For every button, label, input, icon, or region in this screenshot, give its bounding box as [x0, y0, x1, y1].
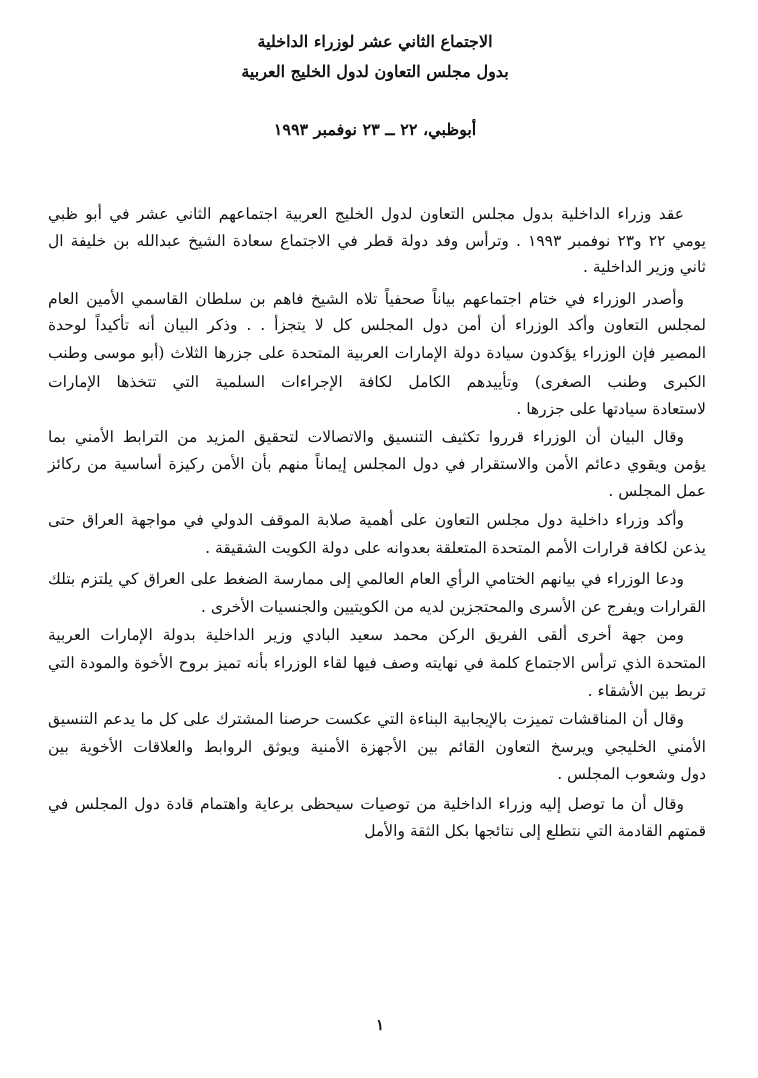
- body-line: دول وشعوب المجلس .: [557, 765, 706, 783]
- body-line: المتحدة الذي ترأس الاجتماع كلمة في نهايته وصف فيها لقاء الوزراء بأنه تميز بروح الأخوة والمودة التي: [48, 654, 706, 672]
- document-title: الاجتماع الثاني عشر لوزراء الداخلية: [257, 32, 493, 51]
- body-line: الكبرى وطنب الصغرى) وتأييدهم الكامل لكافة الإجراءات السلمية التي تتخذها الإمارات: [48, 373, 706, 391]
- body-line: وأكد وزراء داخلية دول مجلس التعاون على أهمية صلابة الموقف الدولي في مواجهة العراق حتى: [48, 511, 684, 529]
- dateline: أبوظبي، ٢٢ ــ ٢٣ نوفمبر ١٩٩٣: [273, 120, 477, 139]
- body-line: وقال أن المناقشات تميزت بالإيجابية البناءة التي عكست حرصنا المشترك على كل ما يدعم التنسيق: [48, 710, 684, 728]
- body-line: ثاني وزير الداخلية .: [583, 258, 706, 276]
- body-line: ودعا الوزراء في بيانهم الختامي الرأي العام العالمي إلى ممارسة الضغط على العراق كي يلتزم بتلك: [48, 570, 684, 588]
- body-line: يذعن لكافة قرارات الأمم المتحدة المتعلقة بعدوانه على دولة الكويت الشقيقة .: [205, 539, 706, 557]
- body-line: الأمني الخليجي ويرسخ التعاون القائم بين الأجهزة الأمنية ويوثق الروابط والعلاقات الأخوية بين: [48, 738, 706, 756]
- page-number: ١: [375, 1016, 385, 1034]
- body-line: عقد وزراء الداخلية بدول مجلس التعاون لدول الخليج العربية اجتماعهم الثاني عشر في أبو ظبي: [48, 205, 684, 223]
- body-line: تربط بين الأشقاء .: [587, 682, 706, 700]
- body-line: المصير فإن الوزراء يؤكدون سيادة دولة الإمارات العربية المتحدة على جزرها الثلاث (أبو موسى وطنب: [48, 344, 706, 362]
- body-line: ومن جهة أخرى ألقى الفريق الركن محمد سعيد البادي وزير الداخلية بدولة الإمارات العربية: [48, 626, 684, 644]
- body-line: وقال أن ما توصل إليه وزراء الداخلية من توصيات سيحظى برعاية واهتمام قادة دول المجلس في: [48, 795, 684, 813]
- body-line: يومي ٢٢ و٢٣ نوفمبر ١٩٩٣ . وترأس وفد دولة قطر في الاجتماع سعادة الشيخ عبدالله بن خليفة ال: [48, 232, 706, 250]
- body-line: القرارات ويفرج عن الأسرى والمحتجزين لديه من الكويتيين والجنسيات الأخرى .: [201, 598, 706, 616]
- body-line: وقال البيان أن الوزراء قرروا تكثيف التنسيق والاتصالات لتحقيق المزيد من الترابط الأمني بما: [48, 428, 684, 446]
- body-line: وأصدر الوزراء في ختام اجتماعهم بياناً صحفياً تلاه الشيخ فاهم بن سلطان القاسمي الأمين العام: [48, 290, 684, 308]
- body-line: قمتهم القادمة التي نتطلع إلى نتائجها بكل الثقة والأمل: [364, 822, 706, 840]
- body-line: يؤمن ويقوي دعائم الأمن والاستقرار في دول المجلس إيماناً منهم بأن الأمن ركيزة أساسية من ركائز: [48, 455, 706, 473]
- body-line: عمل المجلس .: [608, 482, 706, 500]
- document-subtitle: بدول مجلس التعاون لدول الخليج العربية: [241, 62, 509, 81]
- body-line: لمجلس التعاون وأكد الوزراء أن أمن دول المجلس كل لا يتجزأ . . وذكر البيان أنه تأكيداً لوحدة: [48, 316, 706, 334]
- body-line: لاستعادة سيادتها على جزرها .: [516, 400, 706, 418]
